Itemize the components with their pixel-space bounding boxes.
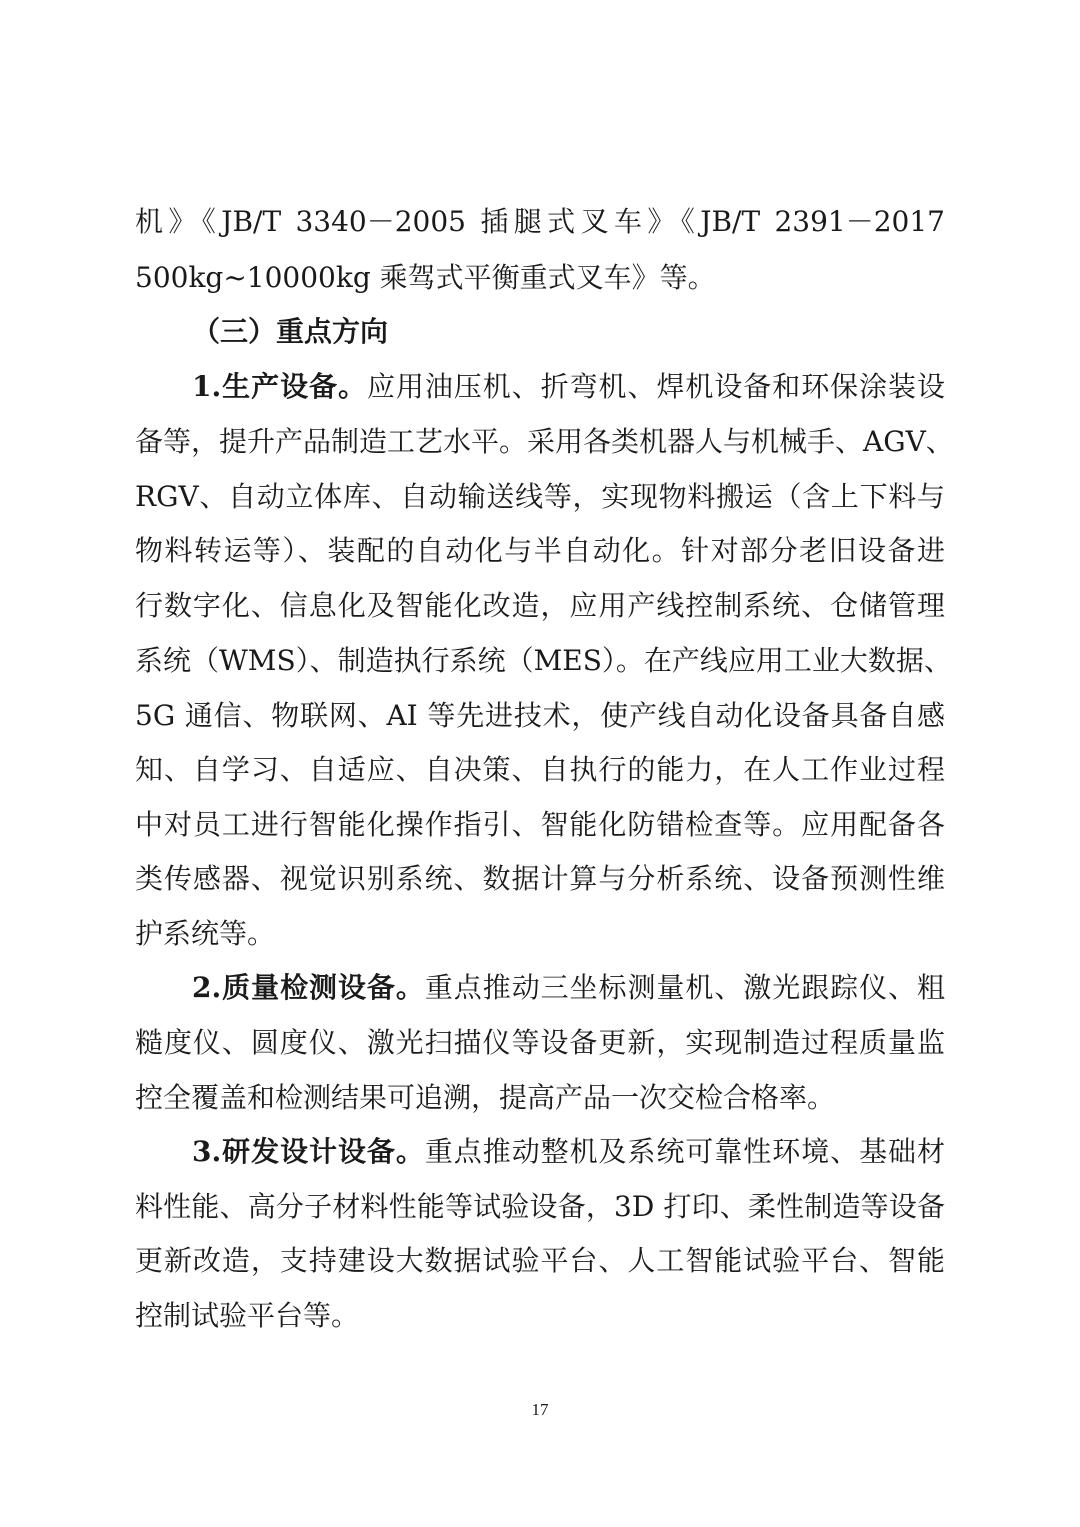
paragraph-line: 类传感器、视觉识别系统、数据计算与分析系统、设备预测性维 [135, 862, 945, 895]
paragraph-line: 机》《JB/T 3340－2005 插腿式叉车》《JB/T 2391－2017 [135, 205, 945, 238]
paragraph-line: 知、自学习、自适应、自决策、自执行的能力，在人工作业过程 [135, 753, 945, 786]
paragraph-line: 系统（WMS）、制造执行系统（MES）。在产线应用工业大数据、 [135, 644, 952, 677]
item-first-line [192, 971, 945, 1005]
paragraph-line: 料性能、高分子材料性能等试验设备，3D 打印、柔性制造等设备 [135, 1190, 945, 1223]
paragraph-line: RGV、自动立体库、自动输送线等，实现物料搬运（含上下料与 [135, 480, 945, 513]
section-heading: （三）重点方向 [192, 315, 389, 348]
paragraph-line: 中对员工进行智能化操作指引、智能化防错检查等。应用配备各 [135, 808, 945, 841]
paragraph-line: 5G 通信、物联网、AI 等先进技术，使产线自动化设备具备自感 [135, 699, 945, 732]
paragraph-line: 更新改造，支持建设大数据试验平台、人工智能试验平台、智能 [135, 1244, 945, 1277]
item-first-line-text: 应用油压机、折弯机、焊机设备和环保涂装设 [366, 370, 945, 403]
paragraph-line: 控制试验平台等。 [135, 1299, 360, 1332]
page-number: 17 [531, 1400, 549, 1419]
paragraph-line: 500kg~10000kg 乘驾式平衡重式叉车》等。 [135, 261, 716, 294]
item-first-line [192, 370, 945, 404]
paragraph-line: 护系统等。 [135, 917, 276, 950]
item-first-line-text: 重点推动整机及系统可靠性环境、基础材 [424, 1135, 945, 1168]
item-title: 2.质量检测设备。 [192, 971, 425, 1004]
paragraph-line: 行数字化、信息化及智能化改造，应用产线控制系统、仓储管理 [135, 589, 945, 622]
paragraph-line: 备等，提升产品制造工艺水平。采用各类机器人与机械手、AGV、 [135, 425, 954, 458]
item-first-line-text: 重点推动三坐标测量机、激光跟踪仪、粗 [424, 971, 945, 1004]
item-title: 1.生产设备。 [192, 370, 367, 403]
paragraph-line: 物料转运等）、装配的自动化与半自动化。针对部分老旧设备进 [135, 534, 945, 567]
item-title: 3.研发设计设备。 [192, 1135, 425, 1168]
item-first-line [192, 1135, 945, 1169]
paragraph-line: 糙度仪、圆度仪、激光扫描仪等设备更新，实现制造过程质量监 [135, 1026, 945, 1059]
paragraph-line: 控全覆盖和检测结果可追溯，提高产品一次交检合格率。 [135, 1081, 836, 1114]
